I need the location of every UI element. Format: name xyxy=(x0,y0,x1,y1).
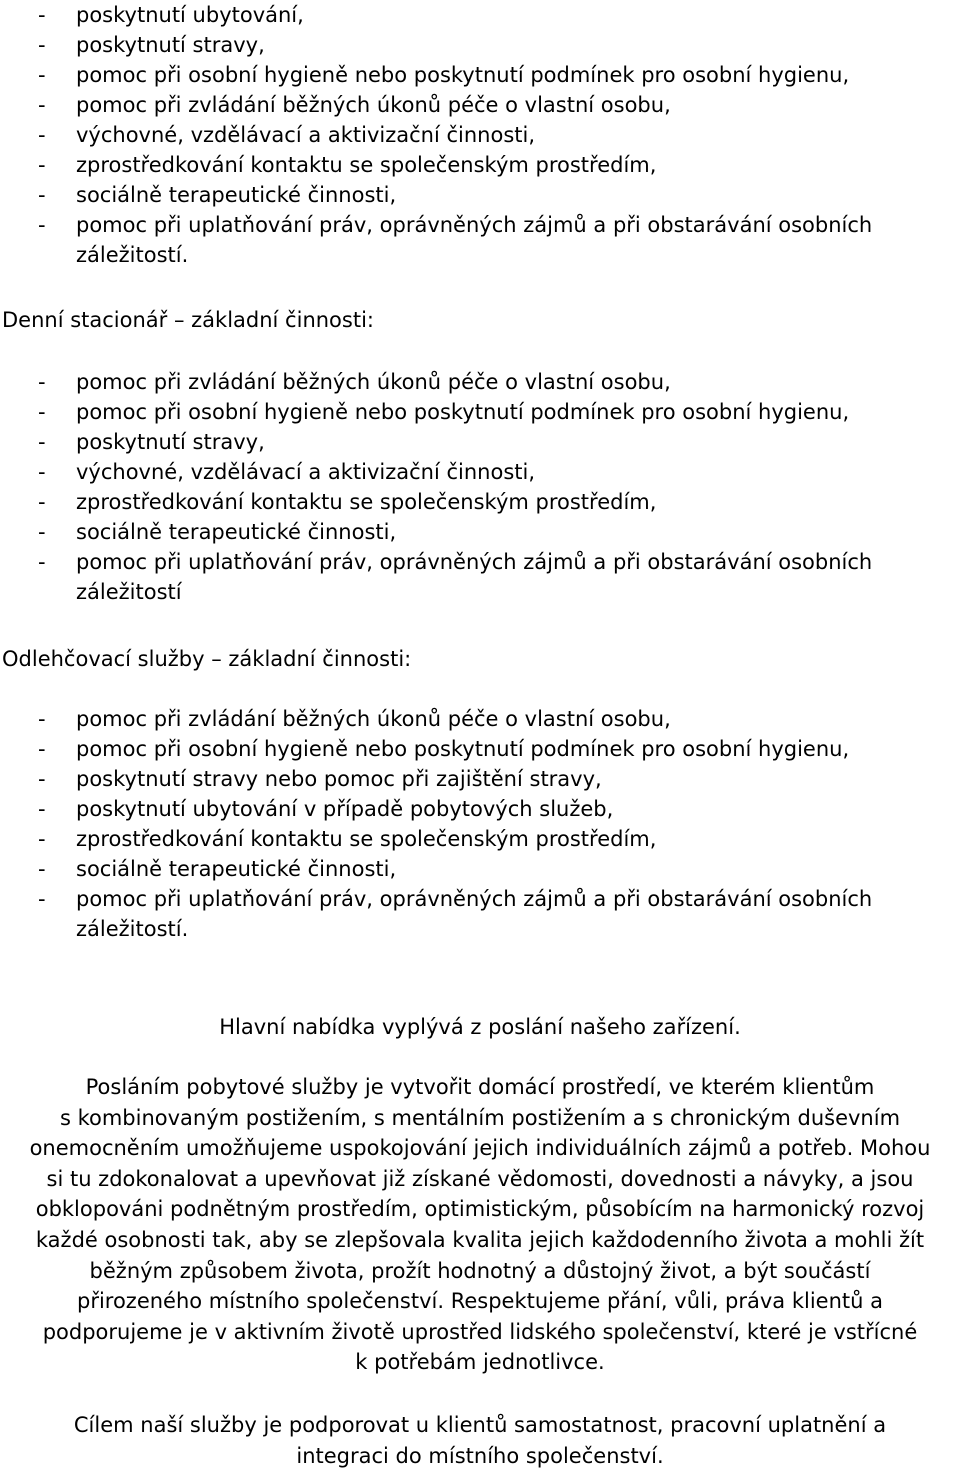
list-item xyxy=(0,457,940,487)
list-item xyxy=(0,734,940,764)
dash-bullet: - xyxy=(38,520,46,544)
mission-line: si tu zdokonalovat a upevňovat již získané vědomosti, dovednosti a návyky, a jsou xyxy=(46,1166,914,1191)
list-item xyxy=(0,150,940,180)
list-item xyxy=(0,854,940,884)
list-item xyxy=(0,367,940,397)
list-item xyxy=(0,794,940,824)
dash-bullet: - xyxy=(38,887,46,911)
mission-line: každé osobnosti tak, aby se zlepšovala kvalita jejich každodenního života a mohli žít xyxy=(35,1227,925,1252)
list-item-text: poskytnutí stravy nebo pomoc při zajištění stravy, xyxy=(76,767,602,791)
list-item xyxy=(0,30,940,60)
dash-bullet: - xyxy=(38,153,46,177)
list-item xyxy=(0,60,940,90)
list-item xyxy=(0,824,940,854)
dash-bullet: - xyxy=(38,827,46,851)
dash-bullet: - xyxy=(38,430,46,454)
goal-line: integraci do místního společenství. xyxy=(296,1443,664,1468)
list-item xyxy=(0,397,940,427)
services-list-residential xyxy=(0,0,940,270)
list-item-text: pomoc při osobní hygieně nebo poskytnutí podmínek pro osobní hygienu, xyxy=(76,737,850,761)
list-item xyxy=(0,547,940,607)
list-item-text: pomoc při osobní hygieně nebo poskytnutí podmínek pro osobní hygienu, xyxy=(76,63,850,87)
list-item xyxy=(0,120,940,150)
mission-line: obklopováni podnětným prostředím, optimistickým, působícím na harmonický rozvoj xyxy=(35,1197,925,1222)
goal-line: Cílem naší služby je podporovat u klientů samostatnost, pracovní uplatnění a xyxy=(73,1413,887,1437)
list-item-text: pomoc při zvládání běžných úkonů péče o vlastní osobu, xyxy=(76,370,671,394)
dash-bullet: - xyxy=(38,737,46,761)
mission-line: podporujeme je v aktivním životě uprostřed lidského společenství, které je vstřícné xyxy=(42,1319,918,1344)
dash-bullet: - xyxy=(38,63,46,87)
list-item-text: poskytnutí ubytování, xyxy=(76,3,304,27)
mission-line: k potřebám jednotlivce. xyxy=(355,1350,605,1375)
dash-bullet: - xyxy=(38,460,46,484)
list-item-text: výchovné, vzdělávací a aktivizační činnosti, xyxy=(76,460,536,484)
mission-line: přirozeného místního společenství. Respektujeme přání, vůli, práva klientů a xyxy=(76,1289,883,1314)
list-item xyxy=(0,517,940,547)
list-item-text: zprostředkování kontaktu se společenským prostředím, xyxy=(76,827,657,851)
list-item-text: sociálně terapeutické činnosti, xyxy=(76,520,397,544)
services-list-day-center xyxy=(0,367,940,607)
dash-bullet: - xyxy=(38,797,46,821)
dash-bullet: - xyxy=(38,370,46,394)
list-item xyxy=(0,487,940,517)
list-item xyxy=(0,764,940,794)
dash-bullet: - xyxy=(38,123,46,147)
list-item-text: sociálně terapeutické činnosti, xyxy=(76,183,397,207)
list-item-text: výchovné, vzdělávací a aktivizační činnosti, xyxy=(76,123,536,147)
list-item xyxy=(0,704,940,734)
list-item-text: pomoc při zvládání běžných úkonů péče o vlastní osobu, xyxy=(76,93,671,117)
offer-title: Hlavní nabídka vyplývá z poslání našeho zařízení. xyxy=(219,1015,741,1039)
list-item-text: zprostředkování kontaktu se společenským prostředím, xyxy=(76,153,657,177)
dash-bullet: - xyxy=(38,213,46,237)
list-item xyxy=(0,427,940,457)
list-item-text: sociálně terapeutické činnosti, xyxy=(76,857,397,881)
list-item xyxy=(0,90,940,120)
mission-line: s kombinovaným postižením, s mentálním postižením a s chronickým duševním xyxy=(59,1105,901,1130)
dash-bullet: - xyxy=(38,183,46,207)
list-item xyxy=(0,180,940,210)
list-item-text: pomoc při zvládání běžných úkonů péče o vlastní osobu, xyxy=(76,707,671,731)
dash-bullet: - xyxy=(38,33,46,57)
mission-paragraph xyxy=(0,1072,960,1378)
mission-line: běžným způsobem života, prožít hodnotný a důstojný život, a být součástí xyxy=(89,1258,871,1283)
dash-bullet: - xyxy=(38,707,46,731)
list-item xyxy=(0,884,940,944)
day-center-heading: Denní stacionář – základní činnosti: xyxy=(2,308,374,332)
list-item-text: pomoc při osobní hygieně nebo poskytnutí podmínek pro osobní hygienu, xyxy=(76,400,850,424)
dash-bullet: - xyxy=(38,400,46,424)
list-item-text: poskytnutí ubytování v případě pobytových služeb, xyxy=(76,797,614,821)
dash-bullet: - xyxy=(38,93,46,117)
list-item-text: poskytnutí stravy, xyxy=(76,430,265,454)
dash-bullet: - xyxy=(38,767,46,791)
dash-bullet: - xyxy=(38,490,46,514)
list-item xyxy=(0,210,940,270)
list-item-text: pomoc při uplatňování práv, oprávněných zájmů a při obstarávání osobních záležitostí. xyxy=(76,213,873,267)
respite-services-heading: Odlehčovací služby – základní činnosti: xyxy=(2,647,412,671)
list-item-text: pomoc při uplatňování práv, oprávněných zájmů a při obstarávání osobních záležitostí xyxy=(76,550,873,604)
dash-bullet: - xyxy=(38,550,46,574)
mission-line: onemocněním umožňujeme uspokojování jejich individuálních zájmů a potřeb. Mohou xyxy=(29,1136,931,1161)
dash-bullet: - xyxy=(38,3,46,27)
list-item xyxy=(0,0,940,30)
mission-line: Posláním pobytové služby je vytvořit domácí prostředí, ve kterém klientům xyxy=(85,1075,875,1099)
goal-paragraph xyxy=(0,1410,960,1471)
dash-bullet: - xyxy=(38,857,46,881)
list-item-text: poskytnutí stravy, xyxy=(76,33,265,57)
list-item-text: zprostředkování kontaktu se společenským prostředím, xyxy=(76,490,657,514)
services-list-respite xyxy=(0,704,940,944)
list-item-text: pomoc při uplatňování práv, oprávněných zájmů a při obstarávání osobních záležitostí. xyxy=(76,887,873,941)
